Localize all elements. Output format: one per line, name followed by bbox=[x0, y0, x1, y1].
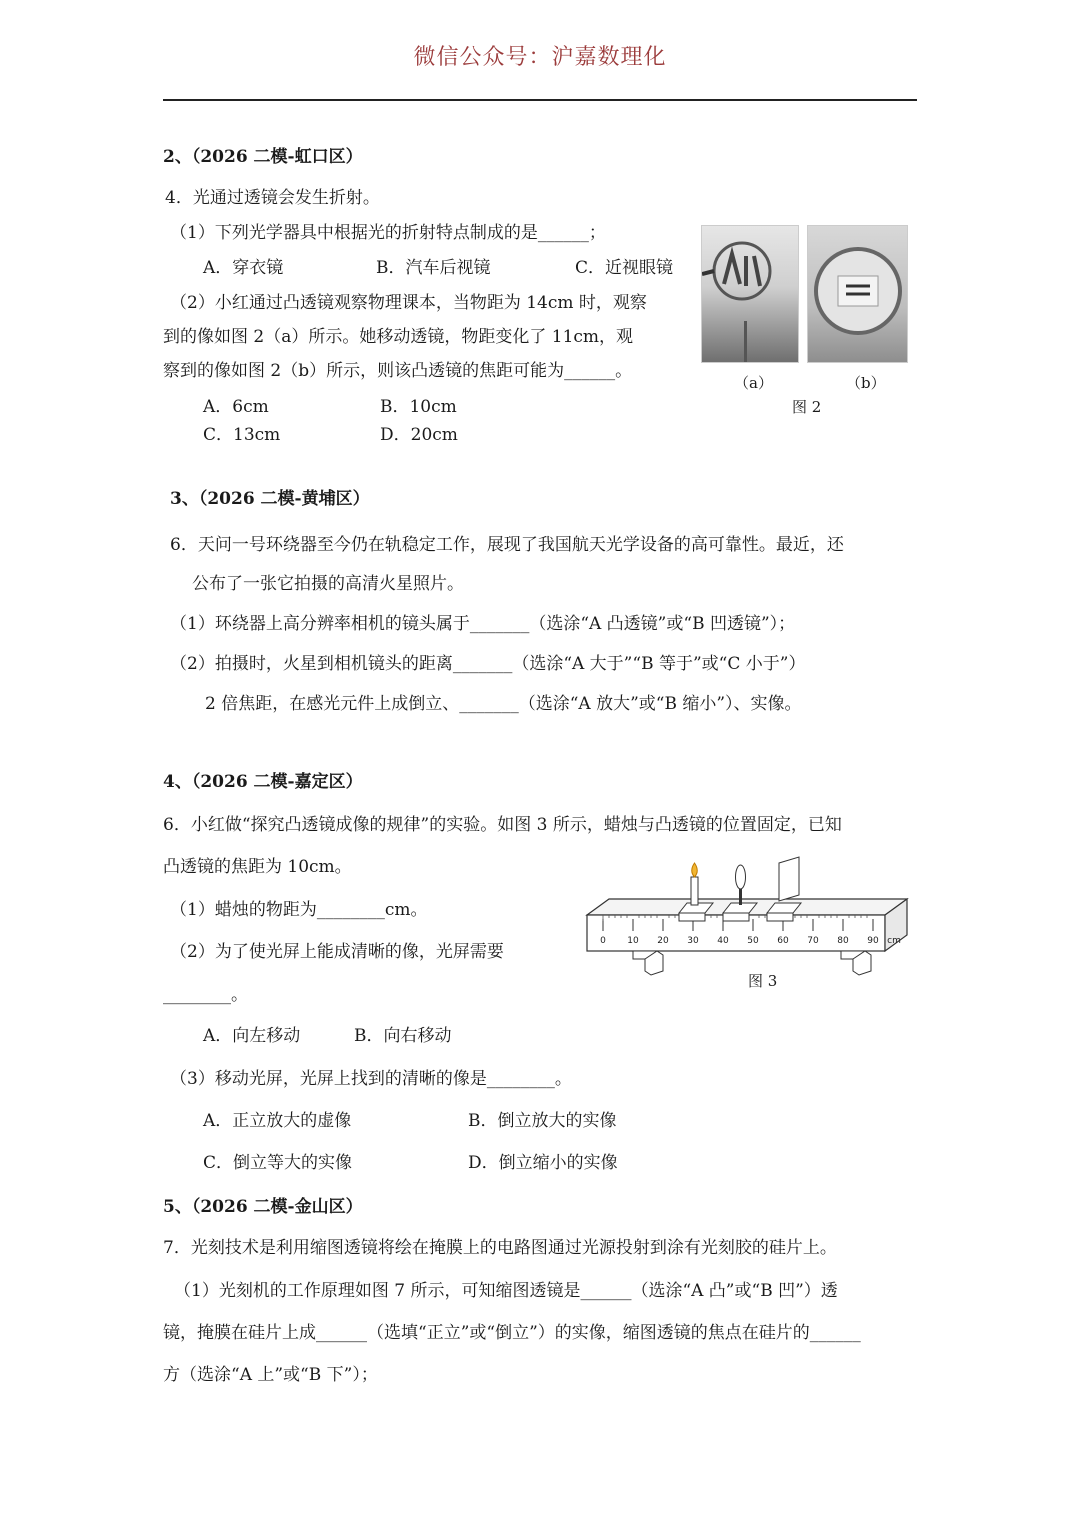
s4-part3: （3）移动光屏，光屏上找到的清晰的像是________。 bbox=[170, 1069, 572, 1089]
s4-part2-line2: ________。 bbox=[163, 985, 248, 1005]
magnifier-icon bbox=[702, 226, 798, 362]
s3-part2-line2: 2 倍焦距，在感光元件上成倒立、_______（选涂“A 放大”或“B 缩小”）、实像。 bbox=[205, 694, 802, 714]
section-4-title: 4、（2026 二模-嘉定区） bbox=[163, 772, 363, 792]
figure-2b-label: （b） bbox=[846, 374, 886, 392]
s2-part2-line2: 到的像如图 2（a）所示。她移动透镜，物距变化了 11cm，观 bbox=[163, 327, 634, 347]
lens-holder-front bbox=[723, 913, 749, 921]
section-2-title: 2、（2026 二模-虹口区） bbox=[163, 147, 363, 167]
tick-label: 50 bbox=[747, 936, 759, 946]
s4-part1: （1）蜡烛的物距为________cm。 bbox=[170, 900, 428, 920]
s3-part2-line1: （2）拍摄时，火星到相机镜头的距离_______（选涂“A 大于”“B 等于”或“C 小于”） bbox=[170, 654, 806, 674]
s2-part1: （1）下列光学器具中根据光的折射特点制成的是______； bbox=[170, 223, 606, 243]
s5-question: 7．光刻技术是利用缩图透镜将绘在掩膜上的电路图通过光源投射到涂有光刻胶的硅片上。 bbox=[163, 1238, 837, 1258]
s2-part2-line3: 察到的像如图 2（b）所示，则该凸透镜的焦距可能为______。 bbox=[163, 361, 633, 381]
candle-holder-front bbox=[679, 913, 705, 921]
convex-lens-icon bbox=[736, 865, 746, 889]
light-screen-icon bbox=[779, 857, 799, 901]
flame-icon bbox=[692, 863, 698, 877]
s4-question-line1: 6．小红做“探究凸透镜成像的规律”的实验。如图 3 所示，蜡烛与凸透镜的位置固定，已知 bbox=[163, 815, 842, 835]
s2-p2-option-b: B．10cm bbox=[380, 397, 457, 417]
section-3-title: 3、（2026 二模-黄埔区） bbox=[170, 489, 370, 509]
tick-label-unit: cm bbox=[887, 936, 901, 946]
lens-view-icon bbox=[808, 226, 907, 362]
section-5-title: 5、（2026 二模-金山区） bbox=[163, 1197, 363, 1217]
figure-2-caption: 图 2 bbox=[792, 398, 822, 416]
s4-p2-option-b: B．向右移动 bbox=[354, 1026, 452, 1046]
tick-label: 60 bbox=[777, 936, 789, 946]
tick-label: 30 bbox=[687, 936, 699, 946]
tick-label: 40 bbox=[717, 936, 729, 946]
s4-p3-option-d: D．倒立缩小的实像 bbox=[468, 1153, 618, 1173]
figure-3-caption: 图 3 bbox=[748, 972, 778, 990]
s4-p3-option-b: B．倒立放大的实像 bbox=[468, 1111, 617, 1131]
tick-label: 70 bbox=[807, 936, 819, 946]
s5-part1-line1: （1）光刻机的工作原理如图 7 所示，可知缩图透镜是______（选涂“A 凸”或“B 凹”）透 bbox=[174, 1281, 838, 1301]
s3-part1: （1）环绕器上高分辨率相机的镜头属于_______（选涂“A 凸透镜”或“B 凹透镜”）； bbox=[170, 614, 796, 634]
s3-question-line1: 6．天问一号环绕器至今仍在轨稳定工作，展现了我国航天光学设备的高可靠性。最近，还 bbox=[170, 535, 844, 555]
s2-question: 4．光通过透镜会发生折射。 bbox=[165, 188, 380, 208]
header-divider bbox=[163, 99, 917, 101]
tick-label: 90 bbox=[867, 936, 879, 946]
figure-2a-image bbox=[701, 225, 799, 363]
s2-p1-option-b: B．汽车后视镜 bbox=[376, 258, 491, 278]
s2-part2-line1: （2）小红通过凸透镜观察物理课本，当物距为 14cm 时，观察 bbox=[170, 293, 647, 313]
tick-label: 20 bbox=[657, 936, 669, 946]
s4-question-line2: 凸透镜的焦距为 10cm。 bbox=[163, 857, 352, 877]
page-header: 微信公众号：沪嘉数理化 bbox=[413, 45, 667, 70]
s2-p1-option-c: C．近视眼镜 bbox=[575, 258, 674, 278]
lens-stand bbox=[739, 887, 742, 905]
s5-part1-line2: 镜，掩膜在硅片上成______（选填“正立”或“倒立”）的实像，缩图透镜的焦点在硅片的______ bbox=[163, 1323, 861, 1343]
figure-3-optical-bench bbox=[583, 855, 909, 990]
screen-holder-front bbox=[767, 913, 793, 921]
tick-label: 10 bbox=[627, 936, 639, 946]
s4-p3-option-c: C．倒立等大的实像 bbox=[203, 1153, 353, 1173]
figure-2b-image bbox=[807, 225, 908, 363]
s2-p2-option-a: A．6cm bbox=[203, 397, 269, 417]
s4-p3-option-a: A．正立放大的虚像 bbox=[203, 1111, 352, 1131]
s4-p2-option-a: A．向左移动 bbox=[203, 1026, 301, 1046]
tick-label: 0 bbox=[600, 936, 606, 946]
s2-p1-option-a: A．穿衣镜 bbox=[203, 258, 284, 278]
candle-icon bbox=[691, 877, 698, 905]
tick-label: 80 bbox=[837, 936, 849, 946]
s5-part1-line3: 方（选涂“A 上”或“B 下”）； bbox=[163, 1365, 378, 1385]
s2-p2-option-d: D．20cm bbox=[380, 425, 458, 445]
s3-question-line2: 公布了一张它拍摄的高清火星照片。 bbox=[192, 574, 464, 594]
s4-part2-line1: （2）为了使光屏上能成清晰的像，光屏需要 bbox=[170, 942, 504, 962]
s2-p2-option-c: C．13cm bbox=[203, 425, 281, 445]
figure-2a-label: （a） bbox=[734, 374, 773, 392]
